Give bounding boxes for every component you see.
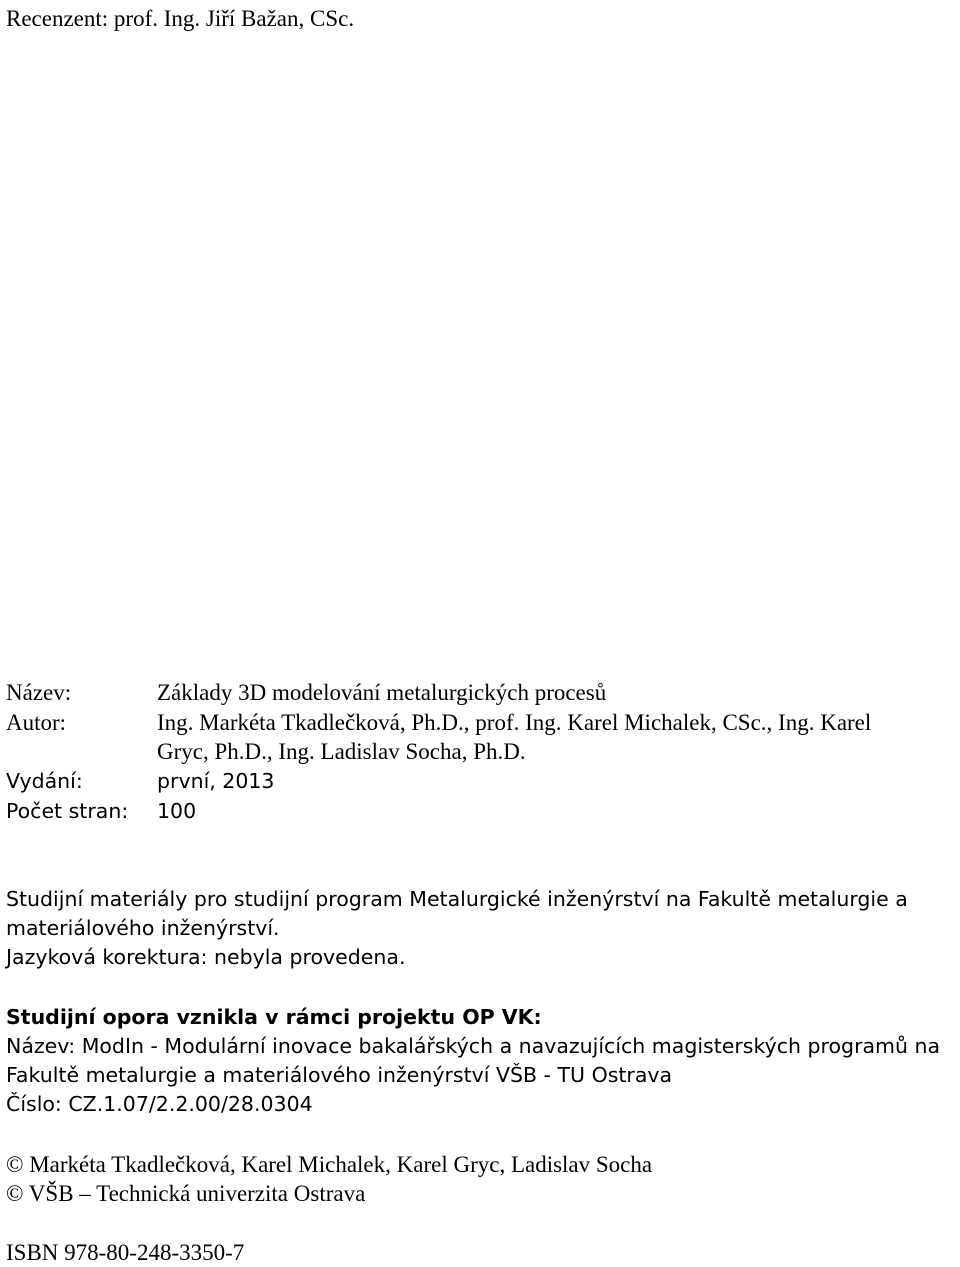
author-label: Autor: (6, 710, 67, 735)
pages-value: 100 (157, 799, 197, 823)
project-heading: Studijní opora vznikla v rámci projektu OP VK: (6, 1005, 542, 1029)
project-number: Číslo: CZ.1.07/2.2.00/28.0304 (6, 1092, 313, 1116)
study-line-2: materiálového inženýrství. (6, 916, 280, 940)
study-materials-paragraph (6, 885, 908, 972)
study-line-3: Jazyková korektura: nebyla provedena. (6, 945, 406, 969)
reviewer-line: Recenzent: prof. Ing. Jiří Bažan, CSc. (6, 6, 355, 31)
study-line-1: Studijní materiály pro studijní program Metalurgické inženýrství na Fakultě metalurgie a (6, 887, 908, 911)
project-name-line-1: Název: ModIn - Modulární inovace bakalářských a navazujících magisterských programů na (6, 1034, 941, 1058)
edition-label: Vydání: (6, 769, 83, 793)
title-label: Název: (6, 680, 72, 705)
author-value-line2: Gryc, Ph.D., Ing. Ladislav Socha, Ph.D. (157, 739, 526, 764)
title-value: Základy 3D modelování metalurgických procesů (157, 680, 607, 705)
project-paragraph (6, 1003, 940, 1119)
project-name-line-2: Fakultě metalurgie a materiálového inženýrství VŠB - TU Ostrava (6, 1063, 673, 1087)
copyright-block (6, 1150, 652, 1208)
pages-label: Počet stran: (6, 799, 129, 823)
copyright-authors: © Markéta Tkadlečková, Karel Michalek, Karel Gryc, Ladislav Socha (6, 1152, 653, 1177)
author-value-line1: Ing. Markéta Tkadlečková, Ph.D., prof. Ing. Karel Michalek, CSc., Ing. Karel (157, 710, 872, 735)
copyright-university: © VŠB – Technická univerzita Ostrava (6, 1181, 366, 1206)
isbn: ISBN 978-80-248-3350-7 (6, 1240, 245, 1265)
edition-value: první, 2013 (157, 769, 275, 793)
